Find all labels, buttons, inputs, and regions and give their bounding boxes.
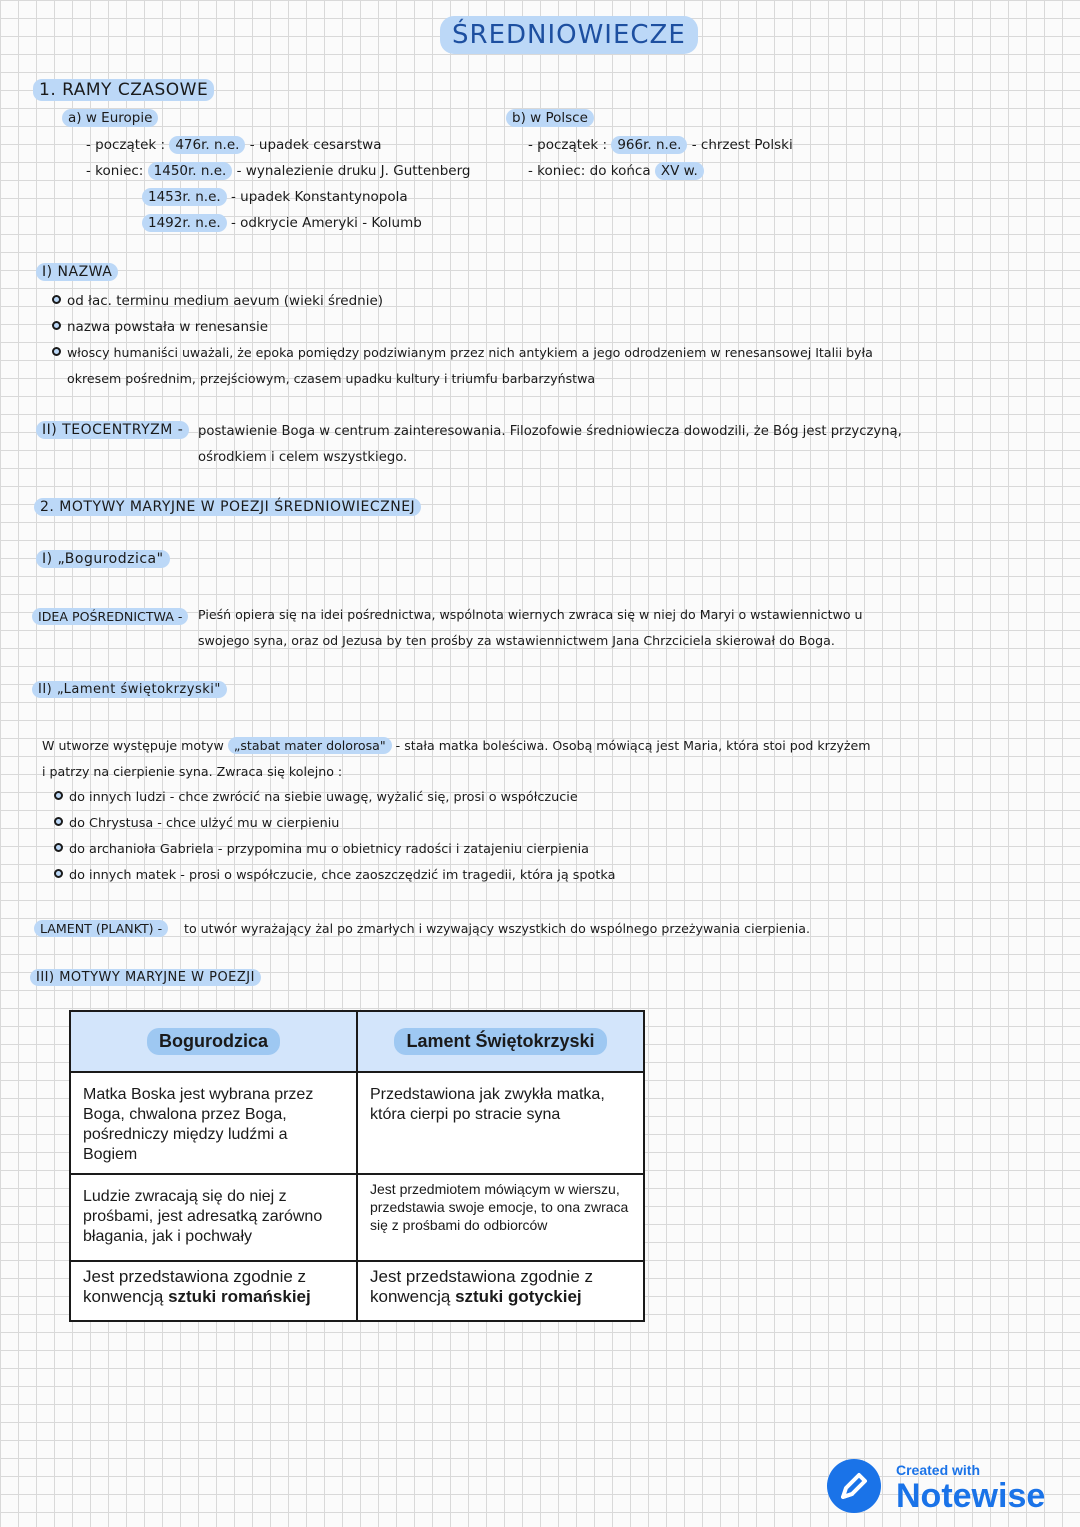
- line-text: - wynalezienie druku J. Guttenberg: [232, 163, 471, 179]
- list-item-text: od łac. terminu medium aevum (wieki średnie): [67, 293, 384, 309]
- bullet-icon: [54, 817, 63, 826]
- cell-bold-text: sztuki romańskiej: [168, 1287, 311, 1306]
- plankt-label: [34, 916, 168, 942]
- plankt-text: to utwór wyrażający żal po zmarłych i wzywający wszystkich do wspólnego przeżywania cierpienia.: [184, 921, 810, 936]
- bullet-icon: [52, 321, 61, 330]
- list-item-text: nazwa powstała w renesansie: [67, 319, 269, 335]
- motif-highlight: „stabat mater dolorosa": [228, 737, 392, 754]
- table-row: [70, 1174, 644, 1261]
- bullet-icon: [54, 869, 63, 878]
- table-cell: [70, 1261, 357, 1321]
- table-cell-text: Jest przedmiotem mówiącym w wierszu, przedstawia swoje emocje, to ona zwraca się z prośbami do odbiorców: [370, 1181, 629, 1233]
- table-row: [70, 1261, 644, 1321]
- table-cell-text: Ludzie zwracają się do niej z prośbami, jest adresatką zarówno błagania, jak i pochwały: [83, 1188, 323, 1245]
- table-header-cell: [70, 1011, 357, 1072]
- idea-label-text: IDEA POŚREDNICTWA -: [32, 608, 188, 625]
- section-2-heading-text: 2. MOTYWY MARYJNE W POEZJI ŚREDNIOWIECZNEJ: [34, 498, 421, 516]
- bullet-icon: [52, 295, 61, 304]
- nazwa-heading: [36, 264, 118, 280]
- europe-line: [142, 210, 422, 236]
- lament-text: [42, 733, 871, 759]
- date-highlight: XV w.: [655, 162, 704, 180]
- line-text: - chrzest Polski: [687, 137, 793, 153]
- line-text: - upadek Konstantynopola: [226, 189, 408, 205]
- poland-line: [528, 132, 793, 158]
- section-1-heading: [33, 80, 214, 100]
- teocentryzm-heading-text: II) TEOCENTRYZM -: [36, 421, 189, 439]
- list-item-text: do archanioła Gabriela - przypomina mu o obietnicy radości i zatajeniu cierpienia: [69, 842, 590, 857]
- table-header-label: Lament Świętokrzyski: [394, 1028, 606, 1055]
- europe-line: [86, 132, 382, 158]
- table-header-row: [70, 1011, 644, 1072]
- europe-label: [62, 105, 158, 131]
- pen-icon: [826, 1458, 882, 1514]
- teocentryzm-text: ośrodkiem i celem wszystkiego.: [198, 450, 408, 465]
- line-text: - początek :: [86, 137, 170, 153]
- line-text: W utworze występuje motyw: [42, 738, 228, 753]
- list-item-text: do innych ludzi - chce zwrócić na siebie uwagę, wyżalić się, prosi o współczucie: [69, 790, 578, 805]
- list-item: [54, 837, 589, 863]
- table-cell: [357, 1072, 644, 1174]
- line-text: - początek :: [528, 137, 612, 153]
- idea-text: Pieśń opiera się na idei pośrednictwa, wspólnota wiernych zwraca się w niej do Maryi o wstawiennictwo u: [198, 607, 863, 622]
- nazwa-heading-text: I) NAZWA: [36, 263, 118, 281]
- motywy-heading-text: III) MOTYWY MARYJNE W POEZJI: [30, 969, 261, 986]
- section-2-heading: [34, 499, 421, 515]
- logo-small-text: Created with: [896, 1462, 981, 1478]
- line-text: - koniec:: [86, 163, 148, 179]
- bullet-icon: [54, 791, 63, 800]
- table-cell: [357, 1174, 644, 1261]
- list-item: [54, 811, 339, 837]
- lament-heading: [32, 682, 227, 697]
- list-item: [54, 785, 578, 811]
- table-row: [70, 1072, 644, 1174]
- table-cell: [70, 1174, 357, 1261]
- bullet-icon: [52, 347, 61, 356]
- bullet-icon: [54, 843, 63, 852]
- motywy-heading: [30, 970, 261, 985]
- page-title: ŚREDNIOWIECZE: [440, 16, 698, 54]
- table-cell-text: [83, 1267, 346, 1307]
- line-text: - stała matka boleściwa. Osobą mówiącą jest Maria, która stoi pod krzyżem: [391, 738, 871, 753]
- poland-label: [506, 105, 594, 131]
- table-cell: [70, 1072, 357, 1174]
- bogurodzica-heading-text: I) „Bogurodzica": [36, 550, 170, 568]
- lament-text: i patrzy na cierpienie syna. Zwraca się kolejno :: [42, 764, 343, 779]
- list-item-text: do innych matek - prosi o współczucie, chce zaoszczędzić im tragedii, która ją spotka: [69, 868, 616, 883]
- line-text: - upadek cesarstwa: [245, 137, 382, 153]
- list-item: [54, 863, 615, 889]
- idea-label: [32, 604, 188, 630]
- list-item-text: do Chrystusa - chce ulżyć mu w cierpieniu: [69, 816, 340, 831]
- plankt-label-text: LAMENT (PLANKT) -: [34, 920, 168, 937]
- list-item: [52, 288, 383, 314]
- europe-line: [142, 184, 408, 210]
- lament-heading-text: II) „Lament świętokrzyski": [32, 681, 227, 698]
- europe-line: [86, 158, 470, 184]
- teocentryzm-text: postawienie Boga w centrum zainteresowania. Filozofowie średniowiecza dowodzili, że Bóg jest przyczyną,: [198, 424, 902, 439]
- comparison-table: [69, 1010, 645, 1322]
- date-highlight: 476r. n.e.: [169, 136, 245, 154]
- bogurodzica-heading: [36, 551, 170, 567]
- date-highlight: 1492r. n.e.: [142, 214, 227, 232]
- table-header-cell: [357, 1011, 644, 1072]
- date-highlight: 1450r. n.e.: [148, 162, 233, 180]
- poland-line: [528, 158, 704, 184]
- table-cell-text: Przedstawiona jak zwykła matka, która cierpi po stracie syna: [370, 1086, 605, 1123]
- continuation-text: okresem pośrednim, przejściowym, czasem upadku kultury i triumfu barbarzyństwa: [67, 371, 596, 386]
- section-1-heading-text: 1. RAMY CZASOWE: [33, 79, 214, 101]
- date-highlight: 1453r. n.e.: [142, 188, 227, 206]
- notewise-logo: [826, 1458, 1066, 1518]
- cell-bold-text: sztuki gotyckiej: [455, 1287, 582, 1306]
- idea-text: swojego syna, oraz od Jezusa by ten prośby za wstawiennictwem Jana Chrzciciela skierował do Boga.: [198, 633, 835, 648]
- teocentryzm-heading: [36, 422, 189, 438]
- cell-text: Jest przedstawiona zgodnie z konwencją: [370, 1267, 594, 1306]
- table-cell-text: [370, 1267, 633, 1307]
- date-highlight: 966r. n.e.: [611, 136, 687, 154]
- list-item: [52, 314, 268, 340]
- list-item: [52, 340, 873, 366]
- line-text: - odkrycie Ameryki - Kolumb: [226, 215, 422, 231]
- line-text: - koniec: do końca: [528, 163, 655, 179]
- list-item-text: włoscy humaniści uważali, że epoka pomiędzy podziwianym przez nich antykiem a jego odrodzeniem w renesansowej Italii była: [67, 345, 873, 360]
- cell-text: Jest przedstawiona zgodnie z konwencją: [83, 1267, 307, 1306]
- poland-label-text: b) w Polsce: [506, 109, 594, 127]
- table-header-label: Bogurodzica: [147, 1028, 280, 1055]
- table-cell-text: Matka Boska jest wybrana przez Boga, chwalona przez Boga, pośredniczy między ludźmi a Bogiem: [83, 1086, 314, 1163]
- europe-label-text: a) w Europie: [62, 109, 158, 127]
- table-cell: [357, 1261, 644, 1321]
- logo-big-text: Notewise: [896, 1477, 1046, 1515]
